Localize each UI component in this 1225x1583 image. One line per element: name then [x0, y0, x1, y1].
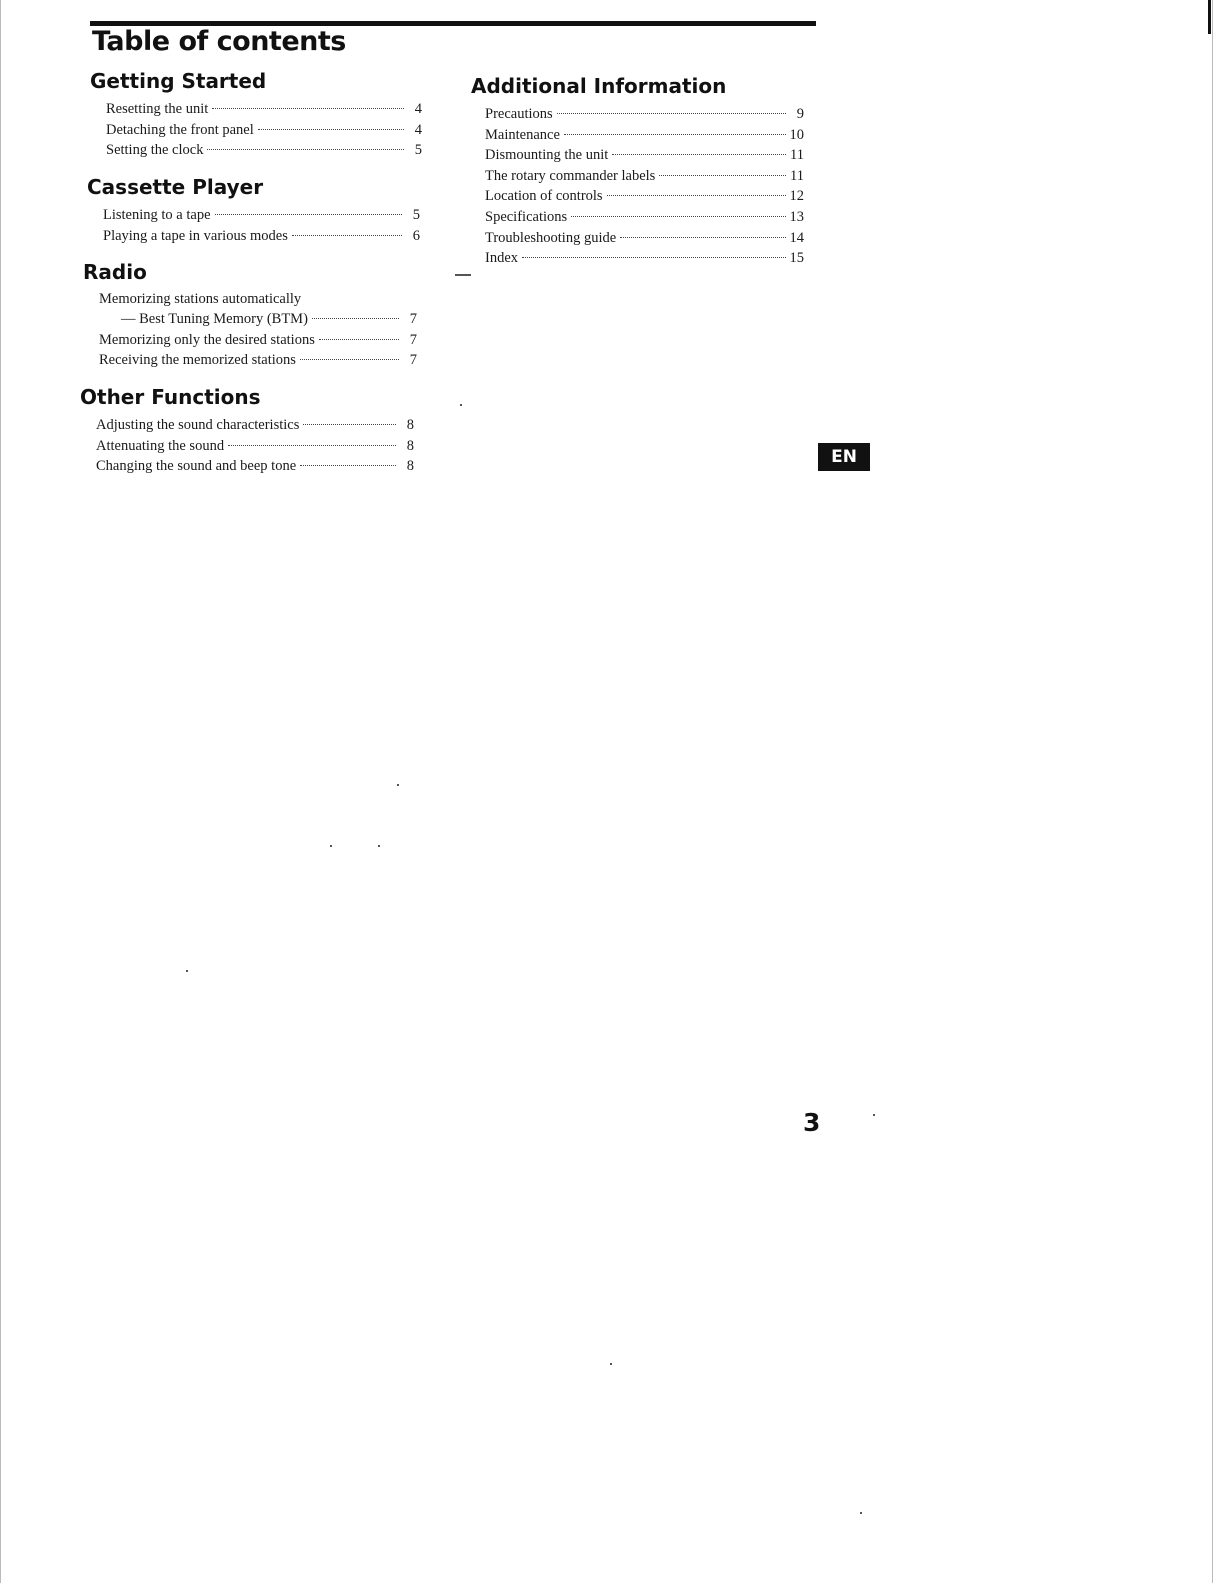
- section-cassette-player: [87, 175, 420, 246]
- toc-entry-label: Maintenance: [485, 126, 560, 143]
- section-heading-cassette-player: Cassette Player: [87, 175, 264, 199]
- section-additional-information: [471, 74, 804, 269]
- toc-entry-page: 6: [412, 227, 420, 244]
- toc-entry-page: 11: [790, 147, 804, 164]
- leader-dots: [607, 195, 786, 196]
- leader-dots: [212, 108, 404, 109]
- scan-edge-left: [0, 0, 1, 1583]
- scan-speck: [378, 845, 380, 847]
- page-number: 3: [803, 1108, 821, 1137]
- toc-entry-label: Location of controls: [485, 188, 603, 205]
- scan-mark: [1208, 0, 1211, 34]
- toc-entry[interactable]: [106, 99, 422, 120]
- leader-dots: [300, 359, 399, 360]
- toc-entry[interactable]: [99, 309, 417, 330]
- leader-dots: [312, 318, 399, 319]
- page-title: Table of contents: [92, 26, 346, 57]
- leader-dots: [300, 465, 396, 466]
- toc-entry-label: Listening to a tape: [103, 207, 211, 223]
- toc-entry[interactable]: [485, 104, 804, 125]
- scan-speck: [460, 404, 462, 406]
- section-other-functions: [80, 385, 414, 477]
- toc-entry-label: Specifications: [485, 208, 568, 225]
- toc-entry[interactable]: [96, 456, 414, 477]
- scan-speck: [397, 784, 399, 786]
- scan-speck: [860, 1512, 862, 1514]
- toc-entry[interactable]: [485, 186, 804, 207]
- toc-entry-page: 13: [789, 208, 804, 225]
- toc-entry-page: 7: [409, 331, 417, 348]
- toc-entry-page: 7: [409, 352, 417, 369]
- toc-entry-page: 14: [789, 229, 804, 246]
- toc-entry[interactable]: [103, 226, 420, 247]
- toc-entry-label: Receiving the memorized stations: [99, 352, 296, 369]
- toc-entry[interactable]: [485, 207, 804, 228]
- toc-entry-page: 15: [789, 250, 804, 267]
- toc-entry[interactable]: [106, 140, 422, 161]
- toc-entry[interactable]: [485, 248, 804, 269]
- toc-list-additional-information: [471, 104, 804, 269]
- leader-dots: [659, 175, 786, 176]
- toc-entry-label: Attenuating the sound: [96, 437, 225, 454]
- toc-entry-label: Playing a tape in various modes: [103, 227, 288, 244]
- toc-entry-label: Precautions: [485, 106, 553, 122]
- scan-speck: [330, 845, 332, 847]
- section-heading-other-functions: Other Functions: [80, 385, 261, 409]
- toc-list-cassette-player: [87, 205, 420, 246]
- toc-entry[interactable]: [96, 436, 414, 457]
- toc-list-other-functions: [80, 415, 414, 477]
- toc-entry[interactable]: [485, 166, 804, 187]
- toc-entry-page: 4: [414, 121, 422, 138]
- leader-dots: [522, 257, 785, 258]
- section-heading-radio: Radio: [83, 260, 147, 284]
- toc-entry-label: Memorizing only the desired stations: [99, 331, 315, 348]
- scan-speck: [455, 274, 471, 276]
- toc-entry[interactable]: [103, 205, 420, 226]
- toc-entry-label: Dismounting the unit: [485, 147, 609, 164]
- leader-dots: [207, 149, 404, 150]
- toc-entry-label: Adjusting the sound characteristics: [96, 417, 300, 433]
- language-badge: EN: [818, 443, 870, 471]
- toc-entry[interactable]: [485, 228, 804, 249]
- toc-entry-page: 11: [790, 167, 804, 184]
- leader-dots: [303, 424, 396, 425]
- toc-entry[interactable]: [106, 120, 422, 141]
- toc-list-radio: [83, 290, 417, 371]
- toc-entry-label: Index: [485, 250, 519, 267]
- toc-entry-label: The rotary commander labels: [485, 167, 656, 184]
- toc-entry-label: Troubleshooting guide: [485, 229, 617, 246]
- scan-speck: [610, 1363, 612, 1365]
- toc-entry-label: Detaching the front panel: [106, 121, 254, 138]
- leader-dots: [215, 214, 402, 215]
- toc-entry-page: 10: [789, 126, 804, 143]
- scan-speck: [186, 970, 188, 972]
- leader-dots: [258, 129, 404, 130]
- leader-dots: [292, 235, 402, 236]
- toc-entry[interactable]: [99, 350, 417, 371]
- toc-entry-label: Changing the sound and beep tone: [96, 458, 297, 475]
- toc-entry[interactable]: [99, 330, 417, 351]
- toc-entry[interactable]: [96, 415, 414, 436]
- toc-entry-page: 5: [414, 142, 422, 159]
- leader-dots: [620, 237, 785, 238]
- leader-dots: [557, 113, 786, 114]
- leader-dots: [319, 339, 399, 340]
- scan-edge-right: [1212, 0, 1213, 1583]
- toc-entry-label: — Best Tuning Memory (BTM): [121, 311, 308, 327]
- toc-entry-label: Resetting the unit: [106, 101, 209, 117]
- toc-entry[interactable]: [485, 125, 804, 146]
- toc-entry-page: 7: [409, 311, 417, 327]
- toc-entry-label: Setting the clock: [106, 142, 204, 159]
- scan-speck: [873, 1114, 875, 1116]
- toc-entry-page: 8: [406, 417, 414, 433]
- leader-dots: [612, 154, 786, 155]
- toc-entry-page: 9: [796, 106, 804, 122]
- leader-dots: [228, 445, 396, 446]
- leader-dots: [564, 134, 786, 135]
- toc-entry[interactable]: [485, 145, 804, 166]
- toc-entry-heading: Memorizing stations automatically: [99, 291, 302, 307]
- leader-dots: [571, 216, 785, 217]
- toc-entry-page: 4: [414, 101, 422, 117]
- toc-entry-page: 5: [412, 207, 420, 223]
- toc-entry-page: 12: [789, 188, 804, 205]
- toc-entry-page: 8: [406, 437, 414, 454]
- toc-entry-page: 8: [406, 458, 414, 475]
- section-getting-started: [90, 69, 422, 161]
- section-radio: [83, 260, 417, 371]
- toc-list-getting-started: [90, 99, 422, 161]
- section-heading-additional-information: Additional Information: [471, 74, 727, 98]
- section-heading-getting-started: Getting Started: [90, 69, 267, 93]
